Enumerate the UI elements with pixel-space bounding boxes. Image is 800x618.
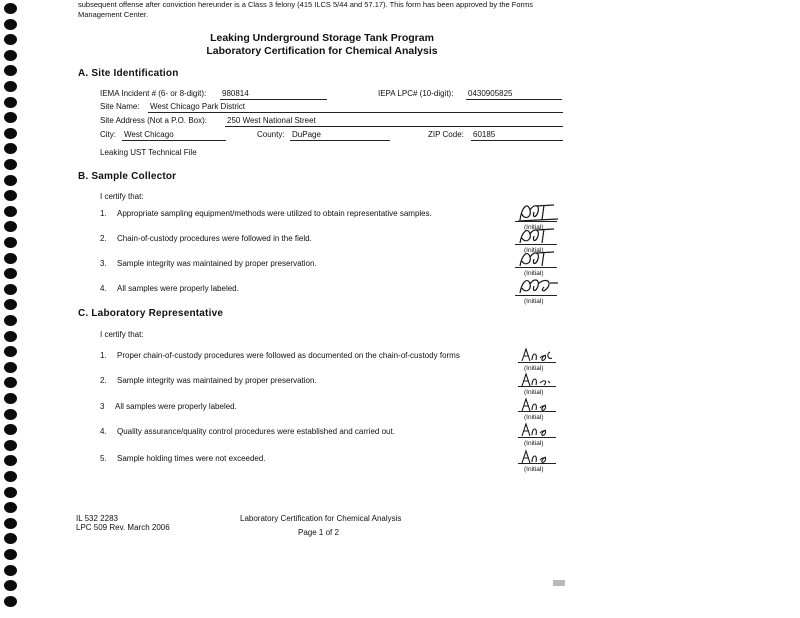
c-item-1-initial-line [518, 362, 556, 363]
iema-underline [220, 99, 327, 100]
city-underline [122, 140, 226, 141]
binder-hole [4, 315, 17, 326]
binder-hole [4, 580, 17, 591]
header-disclaimer-line2: Management Center. [78, 10, 149, 19]
b-item-2-text: Chain-of-custody procedures were followed in the field. [117, 234, 312, 243]
binder-hole [4, 565, 17, 576]
binder-hole [4, 502, 17, 513]
b-item-4-initial-label: (Initial) [524, 298, 544, 305]
binder-hole [4, 362, 17, 373]
b-item-3-initial-line [515, 267, 557, 268]
binder-hole [4, 65, 17, 76]
b-item-3-initial-label: (Initial) [524, 270, 544, 277]
b-item-3-text: Sample integrity was maintained by proper preservation. [117, 259, 317, 268]
c-item-2-text: Sample integrity was maintained by proper preservation. [117, 376, 317, 385]
section-c-certify: I certify that: [100, 330, 144, 339]
binder-hole [4, 440, 17, 451]
zip-value[interactable]: 60185 [473, 130, 496, 139]
binder-hole [4, 190, 17, 201]
section-b-certify: I certify that: [100, 192, 144, 201]
c-item-1-initial-label: (Initial) [524, 365, 544, 372]
city-label: City: [100, 130, 116, 139]
binder-hole [4, 284, 17, 295]
b-item-2-num: 2. [100, 234, 107, 243]
binder-hole [4, 221, 17, 232]
binder-hole [4, 237, 17, 248]
binder-hole [4, 596, 17, 607]
b-item-4-num: 4. [100, 284, 107, 293]
b-item-1-text: Appropriate sampling equipment/methods were utilized to obtain representative samples. [117, 209, 432, 218]
binder-hole [4, 143, 17, 154]
county-value[interactable]: DuPage [292, 130, 321, 139]
binder-hole [4, 424, 17, 435]
binder-holes [4, 0, 18, 618]
c-item-4-text: Quality assurance/quality control procedures were established and carried out. [117, 427, 395, 436]
c-item-5-num: 5. [100, 454, 107, 463]
form-title-line1: Leaking Underground Storage Tank Program [210, 32, 434, 44]
c-item-3-initial-label: (Initial) [524, 414, 544, 421]
c-item-3-initial-line [518, 411, 556, 412]
county-underline [290, 140, 390, 141]
c-item-1-num: 1. [100, 351, 107, 360]
binder-hole [4, 377, 17, 388]
c-item-1-text: Proper chain-of-custody procedures were followed as documented on the chain-of-custody forms [117, 351, 460, 360]
iema-label: IEMA Incident # (6- or 8-digit): [100, 89, 207, 98]
b-item-4-initial-signature[interactable] [514, 275, 564, 297]
binder-hole [4, 533, 17, 544]
binder-hole [4, 128, 17, 139]
footer-form-id-1: IL 532 2283 [76, 514, 118, 523]
binder-hole [4, 549, 17, 560]
binder-hole [4, 518, 17, 529]
b-item-1-initial-line [515, 221, 557, 222]
iepa-value[interactable]: 0430905825 [468, 89, 513, 98]
site-address-underline [225, 126, 563, 127]
header-disclaimer-line1: subsequent offense after conviction hereunder is a Class 3 felony (415 ILCS 5/44 and 57.17). This form has been approved by the Forms [78, 0, 533, 9]
site-name-value[interactable]: West Chicago Park District [150, 102, 245, 111]
c-item-5-initial-line [518, 463, 556, 464]
form-title-line2: Laboratory Certification for Chemical Analysis [206, 45, 438, 57]
iema-value[interactable]: 980814 [222, 89, 249, 98]
b-item-2-initial-label: (Initial) [524, 247, 544, 254]
binder-hole [4, 3, 17, 14]
county-label: County: [257, 130, 285, 139]
binder-hole [4, 299, 17, 310]
binder-hole [4, 253, 17, 264]
c-item-2-initial-line [518, 386, 556, 387]
footer-form-id-2: LPC 509 Rev. March 2006 [76, 523, 170, 532]
c-item-3-num: 3 [100, 402, 105, 411]
site-address-label: Site Address (Not a P.O. Box): [100, 116, 208, 125]
c-item-4-initial-line [518, 437, 556, 438]
iepa-label: IEPA LPC# (10-digit): [378, 89, 454, 98]
zip-underline [471, 140, 563, 141]
c-item-2-num: 2. [100, 376, 107, 385]
site-name-underline [148, 112, 563, 113]
c-item-4-initial-label: (Initial) [524, 440, 544, 447]
binder-hole [4, 393, 17, 404]
section-b-heading: B. Sample Collector [78, 171, 177, 182]
zip-label: ZIP Code: [428, 130, 464, 139]
binder-hole [4, 346, 17, 357]
binder-hole [4, 471, 17, 482]
binder-hole [4, 97, 17, 108]
section-a-heading: A. Site Identification [78, 68, 179, 79]
b-item-2-initial-line [515, 244, 557, 245]
b-item-4-text: All samples were properly labeled. [117, 284, 239, 293]
b-item-1-num: 1. [100, 209, 107, 218]
iepa-underline [466, 99, 562, 100]
binder-hole [4, 409, 17, 420]
binder-hole [4, 50, 17, 61]
binder-hole [4, 112, 17, 123]
site-name-label: Site Name: [100, 102, 140, 111]
tech-file-label: Leaking UST Technical File [100, 148, 197, 157]
c-item-4-num: 4. [100, 427, 107, 436]
b-item-1-initial-label: (Initial) [524, 224, 544, 231]
binder-hole [4, 455, 17, 466]
site-address-value[interactable]: 250 West National Street [227, 116, 316, 125]
section-c-heading: C. Laboratory Representative [78, 308, 224, 319]
binder-hole [4, 19, 17, 30]
binder-hole [4, 81, 17, 92]
binder-hole [4, 34, 17, 45]
city-value[interactable]: West Chicago [124, 130, 174, 139]
c-item-2-initial-label: (Initial) [524, 389, 544, 396]
footer-page-number: Page 1 of 2 [298, 528, 339, 537]
binder-hole [4, 487, 17, 498]
c-item-3-text: All samples were properly labeled. [115, 402, 237, 411]
b-item-4-initial-line [515, 295, 557, 296]
c-item-5-text: Sample holding times were not exceeded. [117, 454, 266, 463]
binder-hole [4, 159, 17, 170]
footer-form-title: Laboratory Certification for Chemical Analysis [240, 514, 402, 523]
scan-stamp-mark [553, 580, 565, 586]
binder-hole [4, 175, 17, 186]
binder-hole [4, 331, 17, 342]
c-item-5-initial-label: (Initial) [524, 466, 544, 473]
binder-hole [4, 268, 17, 279]
binder-hole [4, 206, 17, 217]
b-item-3-num: 3. [100, 259, 107, 268]
